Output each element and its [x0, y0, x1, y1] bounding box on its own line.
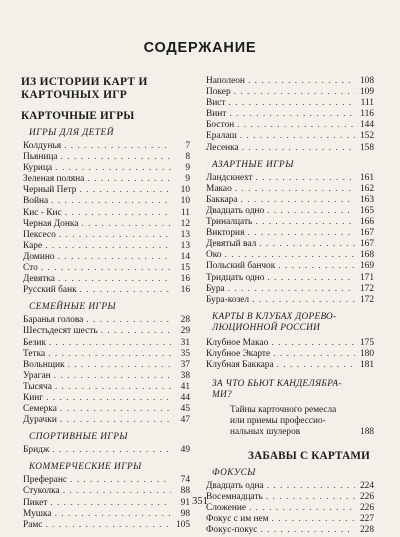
toc-entry-page: 116: [360, 109, 374, 120]
dot-leader: [51, 196, 171, 207]
dot-leader: [58, 274, 171, 285]
dot-leader: [65, 208, 171, 219]
group-heading: ИГРЫ ДЛЯ ДЕТЕЙ: [29, 128, 114, 138]
dot-leader: [79, 185, 171, 196]
dot-leader: [259, 239, 355, 250]
group-heading: СЕМЕЙНЫЕ ИГРЫ: [29, 302, 117, 313]
toc-entry[interactable]: [204, 295, 386, 306]
toc-entry-page: 163: [359, 194, 374, 205]
toc-entry-page: 224: [359, 481, 374, 492]
toc-entry[interactable]: [204, 228, 386, 239]
toc-entry[interactable]: [204, 481, 386, 492]
dot-leader: [277, 360, 355, 371]
dot-leader: [237, 120, 355, 131]
toc-entry-label: Кис - Кис: [23, 207, 62, 218]
toc-entry[interactable]: [204, 239, 386, 250]
toc-entry[interactable]: [21, 163, 199, 174]
toc-entry[interactable]: [204, 143, 386, 154]
dot-leader: [273, 349, 355, 360]
toc-entry[interactable]: [21, 475, 199, 486]
toc-entry[interactable]: [21, 141, 199, 152]
toc-right-column: [204, 76, 386, 537]
toc-entry-page: 9: [185, 174, 190, 185]
toc-entry-label: Рамс: [23, 519, 43, 530]
toc-entry-label: Лесенка: [206, 142, 239, 153]
tricks-entries: [204, 481, 386, 536]
left-groups: [21, 128, 199, 531]
toc-entry[interactable]: [21, 445, 199, 456]
toc-entry-page: 47: [180, 415, 190, 426]
toc-entry[interactable]: [204, 261, 386, 272]
toc-entry-page: 44: [180, 392, 190, 403]
toc-entry-label: Клубное Экарте: [206, 348, 271, 359]
toc-entry[interactable]: [21, 174, 199, 185]
toc-entry-label: Бридж: [23, 445, 50, 456]
dot-leader: [267, 206, 355, 217]
dot-leader: [46, 393, 171, 404]
toc-entry-page: 37: [180, 359, 190, 370]
toc-entry-page: 35: [180, 348, 190, 359]
toc-entry-label: Тысяча: [23, 381, 52, 392]
toc-entry-page: 16: [180, 274, 190, 285]
right-top-entries: [204, 76, 386, 154]
toc-entry-label: Безик: [23, 337, 46, 348]
toc-entry-page: 13: [180, 229, 190, 240]
toc-entry-page: 41: [180, 381, 190, 392]
toc-entry-label: Стуколка: [23, 486, 60, 497]
dot-leader: [241, 195, 355, 206]
toc-entry-page: 169: [359, 261, 374, 272]
toc-entry-page: 88: [180, 486, 190, 497]
toc-entry[interactable]: [21, 382, 199, 393]
heading-tricks: ФОКУСЫ: [212, 468, 256, 479]
dot-leader: [278, 261, 355, 272]
toc-entry-page: 7: [185, 141, 190, 151]
toc-entry-label: Дурачки: [23, 415, 57, 426]
toc-entry-label: Фокус-покус: [206, 525, 258, 536]
toc-entry-label: Зеленая поляна: [23, 174, 85, 185]
dot-leader: [242, 143, 355, 154]
toc-entry-page: 158: [359, 142, 374, 153]
toc-entry-label: Ландскнехт: [206, 172, 253, 183]
toc-entry[interactable]: [204, 195, 386, 206]
toc-entry-page: 181: [359, 359, 374, 370]
toc-entry-page: 12: [180, 218, 190, 229]
dot-leader: [271, 338, 355, 349]
group-heading: КОММЕРЧЕСКИЕ ИГРЫ: [29, 462, 142, 473]
toc-entry-page: 227: [359, 514, 374, 525]
dot-leader: [48, 349, 171, 360]
toc-entry-page: 161: [359, 172, 374, 183]
toc-entry-label: Пексесо: [23, 229, 56, 240]
dot-leader: [59, 230, 171, 241]
dot-leader: [247, 228, 355, 239]
group-heading: СПОРТИВНЫЕ ИГРЫ: [29, 432, 128, 443]
toc-entry[interactable]: [21, 360, 199, 371]
toc-entry-label: Винт: [206, 109, 227, 120]
toc-entry[interactable]: [21, 415, 199, 426]
toc-entry-label: Око: [206, 250, 222, 261]
toc-entry[interactable]: [21, 152, 199, 163]
toc-entry-label: Сложение: [206, 503, 247, 514]
toc-entry-label: Преферанс: [23, 475, 67, 486]
toc-entry[interactable]: [21, 208, 199, 219]
toc-entry-label: Покер: [206, 87, 231, 98]
toc-entry[interactable]: [204, 76, 386, 87]
toc-entry-page: 109: [359, 87, 374, 98]
dot-leader: [45, 520, 171, 531]
toc-entry-label: Ералаш: [206, 131, 237, 142]
toc-entry-label: Польский банчок: [206, 261, 276, 272]
toc-entry-label: Курица: [23, 163, 53, 174]
toc-entry[interactable]: [204, 284, 386, 295]
dot-leader: [55, 163, 171, 174]
toc-entry-label: Двадцать одно: [206, 205, 265, 216]
section-title-card-games: КАРТОЧНЫЕ ИГРЫ: [21, 110, 135, 122]
dot-leader: [41, 263, 171, 274]
dot-leader: [225, 250, 355, 261]
toc-entry[interactable]: [21, 393, 199, 404]
toc-entry-label: Клубное Макао: [206, 337, 269, 348]
toc-entry[interactable]: [21, 185, 199, 196]
toc-entry[interactable]: [21, 219, 199, 230]
toc-entry-label: Каре: [23, 240, 43, 251]
toc-entry-label: Двадцать одна: [206, 481, 264, 492]
toc-entry[interactable]: [21, 196, 199, 207]
toc-entry-page: 29: [180, 326, 190, 337]
toc-left-column: [21, 76, 199, 531]
toc-entry-label: Мушка: [23, 508, 52, 519]
toc-entry-label: Тридцать одно: [206, 272, 265, 283]
toc-entry-page: 226: [359, 503, 374, 514]
toc-entry-page: 167: [359, 239, 374, 250]
toc-entry[interactable]: [21, 349, 199, 360]
toc-entry[interactable]: [21, 520, 199, 531]
dot-leader: [272, 514, 355, 525]
dot-leader: [234, 87, 355, 98]
toc-entry[interactable]: [21, 338, 199, 349]
dot-leader: [235, 184, 355, 195]
toc-entry-label: Пьяница: [23, 152, 58, 163]
toc-entry-label: Вольнщик: [23, 359, 65, 370]
toc-entry-label: Черный Петр: [23, 185, 77, 196]
dot-leader: [256, 173, 355, 184]
toc-entry[interactable]: [204, 217, 386, 228]
toc-entry-page: 226: [359, 492, 374, 503]
toc-entry-page: 13: [180, 240, 190, 251]
toc-entry-page: 165: [359, 205, 374, 216]
dot-leader: [267, 481, 355, 492]
dot-leader: [260, 525, 355, 536]
toc-entry[interactable]: [204, 120, 386, 131]
dot-leader: [54, 371, 171, 382]
toc-entry-page: 172: [359, 294, 374, 305]
dot-leader: [87, 174, 171, 185]
dot-leader: [80, 285, 171, 296]
dot-leader: [64, 141, 171, 152]
toc-entry-page: 152: [359, 131, 374, 142]
toc-entry-label: Триналцать: [206, 217, 253, 228]
toc-entry-page: 9: [185, 163, 190, 174]
dot-leader: [55, 509, 171, 520]
toc-entry-label: Шестьдесят шесть: [23, 326, 98, 337]
toc-entry-page: 98: [180, 508, 190, 519]
toc-entry-page: 15: [180, 263, 190, 274]
toc-entry-page: 91: [180, 497, 190, 508]
dot-leader: [60, 415, 171, 426]
toc-entry-page: 162: [359, 183, 374, 194]
toc-entry[interactable]: [204, 273, 386, 284]
toc-entry-page: 31: [180, 337, 190, 348]
toc-entry-page: 108: [359, 76, 374, 86]
dot-leader: [229, 98, 355, 109]
toc-entry[interactable]: [204, 250, 386, 261]
dot-leader: [267, 273, 355, 284]
dot-leader: [252, 295, 355, 306]
toc-entry[interactable]: [21, 404, 199, 415]
dot-leader: [248, 76, 355, 87]
toc-entry-page: 11: [180, 207, 190, 218]
toc-entry[interactable]: [21, 285, 199, 296]
toc-entry-page: 10: [180, 196, 190, 207]
dot-leader: [70, 475, 171, 486]
page-title: СОДЕРЖАНИЕ: [143, 40, 257, 56]
dot-leader: [101, 326, 171, 337]
toc-entry-page: 166: [359, 217, 374, 228]
page-number: 351: [192, 496, 208, 507]
toc-entry[interactable]: [204, 173, 386, 184]
toc-entry[interactable]: [204, 206, 386, 217]
heading-clubs: КАРТЫ В КЛУБАХ ДОРЕВО- ЛЮЦИОННОЙ РОССИИ: [212, 311, 337, 333]
dot-leader: [86, 315, 171, 326]
toc-entry-label: Семерка: [23, 404, 57, 415]
toc-entry[interactable]: [21, 326, 199, 337]
toc-entry-page: 105: [175, 519, 190, 530]
toc-entry-label: Девятый вал: [206, 239, 257, 250]
toc-entry-label: Макао: [206, 183, 232, 194]
dot-leader: [228, 284, 355, 295]
toc-entry[interactable]: [204, 109, 386, 120]
dot-leader: [49, 338, 171, 349]
toc-entry-label: Колдунья: [23, 141, 62, 151]
toc-entry-page: 144: [359, 120, 374, 131]
toc-entry-label: Бура-козел: [206, 294, 250, 305]
toc-entry-page: 111: [360, 98, 374, 109]
toc-entry-page: 188: [360, 427, 374, 438]
toc-entry[interactable]: [21, 371, 199, 382]
clubs-entries: [204, 338, 386, 371]
toc-entry-page: 45: [180, 404, 190, 415]
toc-entry[interactable]: [21, 509, 199, 520]
toc-entry[interactable]: [21, 241, 199, 252]
toc-entry-label: Клубная Баккара: [206, 359, 274, 370]
toc-entry-page: 167: [359, 228, 374, 239]
toc-entry-page: 74: [180, 475, 190, 486]
toc-entry-label: Фокус с им нем: [206, 514, 269, 525]
toc-entry-label: Бостон: [206, 120, 235, 131]
toc-entry-page: 14: [180, 251, 190, 262]
dot-leader: [81, 219, 171, 230]
toc-entry-label: Виктория: [206, 228, 245, 239]
dot-leader: [240, 131, 355, 142]
dot-leader: [55, 382, 171, 393]
toc-entry-label: Черная Донка: [23, 218, 79, 229]
toc-entry-label: Бура: [206, 283, 225, 294]
heading-candelabra: ЗА ЧТО БЬЮТ КАНДЕЛЯБРА- МИ?: [212, 379, 342, 401]
toc-entry-page: 28: [180, 315, 190, 326]
toc-entry[interactable]: [204, 87, 386, 98]
toc-entry-page: 8: [185, 152, 190, 163]
toc-entry[interactable]: [21, 252, 199, 263]
toc-entry[interactable]: [204, 349, 386, 360]
dot-leader: [60, 404, 171, 415]
dot-leader: [52, 445, 171, 456]
section-title-fun-with-cards: ЗАБАВЫ С КАРТАМИ: [248, 450, 371, 463]
dot-leader: [58, 252, 171, 263]
toc-entry-label: Ураган: [23, 370, 51, 381]
toc-entry-label: Сто: [23, 263, 38, 274]
gambling-entries: [204, 173, 386, 306]
toc-entry[interactable]: [204, 360, 386, 371]
toc-entry-label: Пикет: [23, 497, 48, 508]
toc-entry[interactable]: [21, 230, 199, 241]
dot-leader: [68, 360, 171, 371]
toc-entry-label: Восемнадцать: [206, 492, 263, 503]
dot-leader: [255, 217, 355, 228]
toc-entry[interactable]: [204, 525, 386, 536]
toc-entry-label: Вист: [206, 98, 226, 109]
toc-entry-label: Тетка: [23, 348, 46, 359]
toc-entry-label: Тайны карточного ремесла или приемы профессио- нальных шулеров: [230, 405, 337, 438]
toc-entry-label: Баранья голова: [23, 315, 84, 326]
heading-gambling: АЗАРТНЫЕ ИГРЫ: [212, 159, 294, 170]
toc-entry[interactable]: [21, 274, 199, 285]
toc-entry-page: 38: [180, 370, 190, 381]
toc-entry-label: Кинг: [23, 392, 44, 403]
toc-entry[interactable]: [204, 184, 386, 195]
dot-leader: [45, 241, 171, 252]
toc-entry[interactable]: [204, 514, 386, 525]
toc-entry-label: Война: [23, 196, 49, 207]
toc-entry[interactable]: [21, 263, 199, 274]
toc-entry-page: 49: [180, 445, 190, 456]
toc-entry-label: Баккара: [206, 194, 238, 205]
toc-entry-candelabra[interactable]: [204, 405, 386, 438]
toc-entry-label: Домино: [23, 251, 55, 262]
dot-leader: [229, 109, 355, 120]
toc-entry-label: Девятка: [23, 274, 55, 285]
toc-entry[interactable]: [21, 315, 199, 326]
toc-entry-label: Наполеон: [206, 76, 245, 86]
toc-entry-page: 175: [359, 337, 374, 348]
toc-entry-page: 10: [180, 185, 190, 196]
toc-entry-page: 180: [359, 348, 374, 359]
toc-entry-page: 16: [180, 285, 190, 296]
toc-entry[interactable]: [204, 98, 386, 109]
toc-entry-page: 172: [359, 283, 374, 294]
toc-entry[interactable]: [204, 338, 386, 349]
dot-leader: [61, 152, 171, 163]
toc-entry-page: 168: [359, 250, 374, 261]
toc-entry-page: 171: [359, 272, 374, 283]
toc-entry-page: 228: [359, 525, 374, 536]
part-title: ИЗ ИСТОРИИ КАРТ И КАРТОЧНЫХ ИГР: [21, 76, 148, 101]
toc-entry-label: Русский банк: [23, 285, 77, 296]
toc-entry[interactable]: [204, 131, 386, 142]
